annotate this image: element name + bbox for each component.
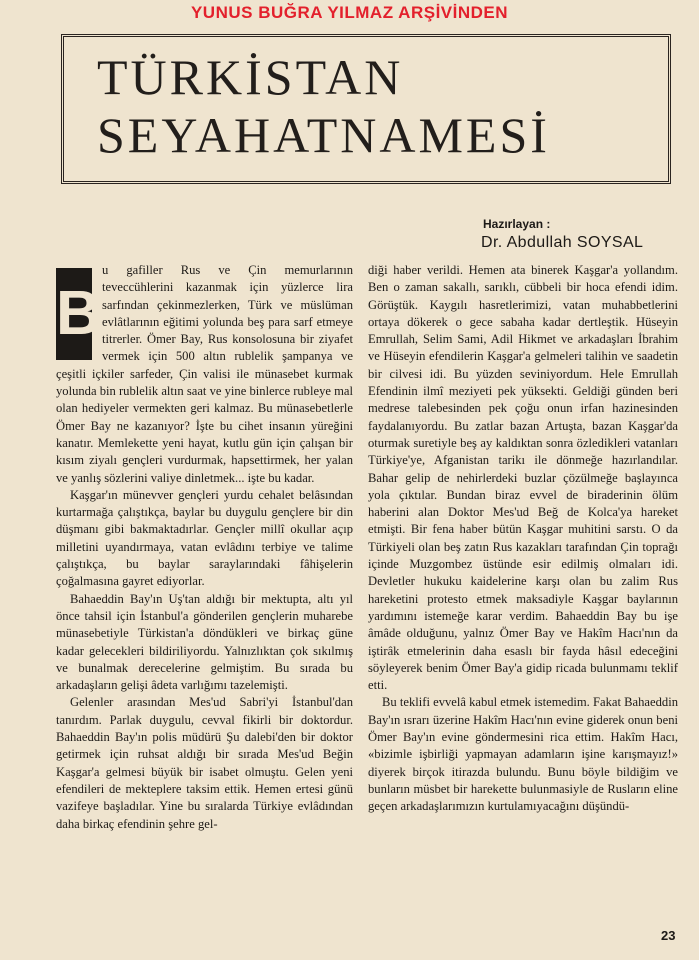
- page-title-line-2: SEYAHATNAMESİ: [97, 107, 550, 163]
- paragraph: Bahaeddin Bay'ın Uş'tan aldığı bir mektupta, altı yıl önce tahsil için İstanbul'a gönderilen gençlerin muharebe münasebetiyle Türkistan'a döndükleri ve birkaç güne kadar gelecekleri bildiriliyordu. Yalnızlıktan çok sıkılmış ve bunalmak derecelerine gelmiştim. Bu sırada bu arkadaşların gelişi âdeta varlığımı tazelemişti.: [56, 591, 353, 693]
- paragraph: diği haber verildi. Hemen ata binerek Kaşgar'a yollandım. Ben o zaman sakallı, sarıklı, cübbeli bir hoca efendi idim. Görüştük. Kaygılı hasretlerimizi, vatan muhabbetlerini ortaya dökerek o gece sabaha kadar dertleştik. Hüseyin Emrullah, Selim Sami, Adil Hikmet ve arkadaşları İbrahim ve Hüseyin efendilerin Kaşgar'a gelmeleri talihin ve saadetin bir cilvesi idi. Bu yüzden seviniyordum. Hele Emrullah Efendinin ilmî meziyeti pek yüksekti. Geldiği günden beri medrese talebesinden pek çoğu onun irfan hazinesinden faydalanıyordu. Bu zatlar bazan Artuşta, bazan Kaşgar'da oturmak suretiyle beş ay kaldıktan sonra özledikleri vatanları Türkiye'ye, Afganistan tarikı ile dönmeğe hazırlandılar. Bahar gelip de nehirlerdeki buzlar çözülmeğe başlayınca yola çıktılar. Bundan biraz evvel de biraderinin ölüm haberini alan Doktor Mes'ud Beğ de Kolca'ya hareket etmişti. Bir fena haber bütün Kaşgar muhitini sarstı. O da Türkiyeli olan beş zatın Rus kazakları tarafından Çin toprağı içinde Muzgombez üstünde esir edilmiş olmaları idi. Devletler hukuku kaidelerine karşı olan bu zalim Rus hareketini protesto etmek maksadiyle Kaşgar baylarının yardımını istemeğe karar verdim. Bahaeddin Bay bu işe âmâde olduğunu, yalnız Ömer Bay ve Hakîm Hacı'nın da iştirâk etmelerinin daha esaslı bir fayda hâsıl edeceğini söyleyerek benim Ömer Bay'a gidip ricada bulunmamı teklif etti.: [368, 263, 678, 693]
- author-name: Dr. Abdullah SOYSAL: [481, 234, 644, 251]
- prepared-by-label: Hazırlayan :: [483, 217, 551, 231]
- paragraph: Bu teklifi evvelâ kabul etmek istemedim. Fakat Bahaeddin Bay'ın ısrarı üzerine Hakîm Hacı'nın evine giderek onun beni Ömer Bay'ın evine göndermesini rica ettim. Hakîm Hacı, «bizimle işbirliği yapmayan adamların işine karışmayız!» diyerek birçok itirazda bulundu. Bunu böyle bildiğim ve bunların müsbet bir harekette bulunmasiyle de Rusların eline geçen arkadaşlarımızın kurtulamıyacağını düşündü-: [368, 695, 678, 814]
- paragraph: u gafiller Rus ve Çin memurlarının teveccühlerini kazanmak için yüzlerce lira sarfından çekinmezlerken, Türk ve müslüman evlâtlarının eğitimi yolunda beş para sarf etmeye titrerler. Ömer Bay, Rus konsolosuna bir ziyafet vermek için 500 altın rublelik şampanya ve çeşitli içkiler sarfeder, Çin valisi ile münasebet kurmak yolunda bin rublelik altın saat ve yine binlerce rubleye mal olan hediyeler vermekten geri kalmaz. Bu münasebetlerle Ömer Bay ne kazanıyor? İşte bu cihet insanın yüreğini kanatır. Memlekette yeni hayat, kutlu gün için çalışan bir kısım ziyalı gençleri vurdurmak, hapsettirmek, her yalan ve yanlış sözlerini valiye dinletmek... işte bu kadar.: [56, 263, 353, 485]
- page-number: 23: [661, 928, 676, 943]
- page-title-line-1: TÜRKİSTAN: [97, 49, 404, 105]
- article-column-1: [56, 262, 353, 833]
- paragraph: Kaşgar'ın münevver gençleri yurdu cehalet belâsından kurtarmağa çalıştıkça, baylar bu duygulu gençlere bir din düşmanı gibi bakmaktadırlar. Gençler millî okullar açıp milletini uyandırmaya, vatan evlâdını terbiye ve talime çalıştıkça, bu baylar saraylarındaki fâhişelerin çoğalmasına gayret ediyorlar.: [56, 487, 353, 589]
- paragraph: Gelenler arasından Mes'ud Sabri'yi İstanbul'dan tanırdım. Parlak duygulu, cevval fikirli bir doktordur. Bahaeddin Bay'ın polis müdürü Şu dalebi'den bir doktor getirmek için ruhsat aldığı bir sırada Mes'ud Beğin Kaşgar'a gelmesi büyük bir isabet olmuştu. Gelen yeni efendileri de mekteplere taksim ettik. Hemen ertesi günü vazifeye başladılar. Yine bu sıralarda Türkiye evlâdından daha birkaç efendinin şehre gel-: [56, 695, 353, 831]
- article-column-2: [368, 262, 678, 816]
- archive-watermark: YUNUS BUĞRA YILMAZ ARŞİVİNDEN: [190, 3, 509, 22]
- drop-cap: B: [56, 268, 92, 360]
